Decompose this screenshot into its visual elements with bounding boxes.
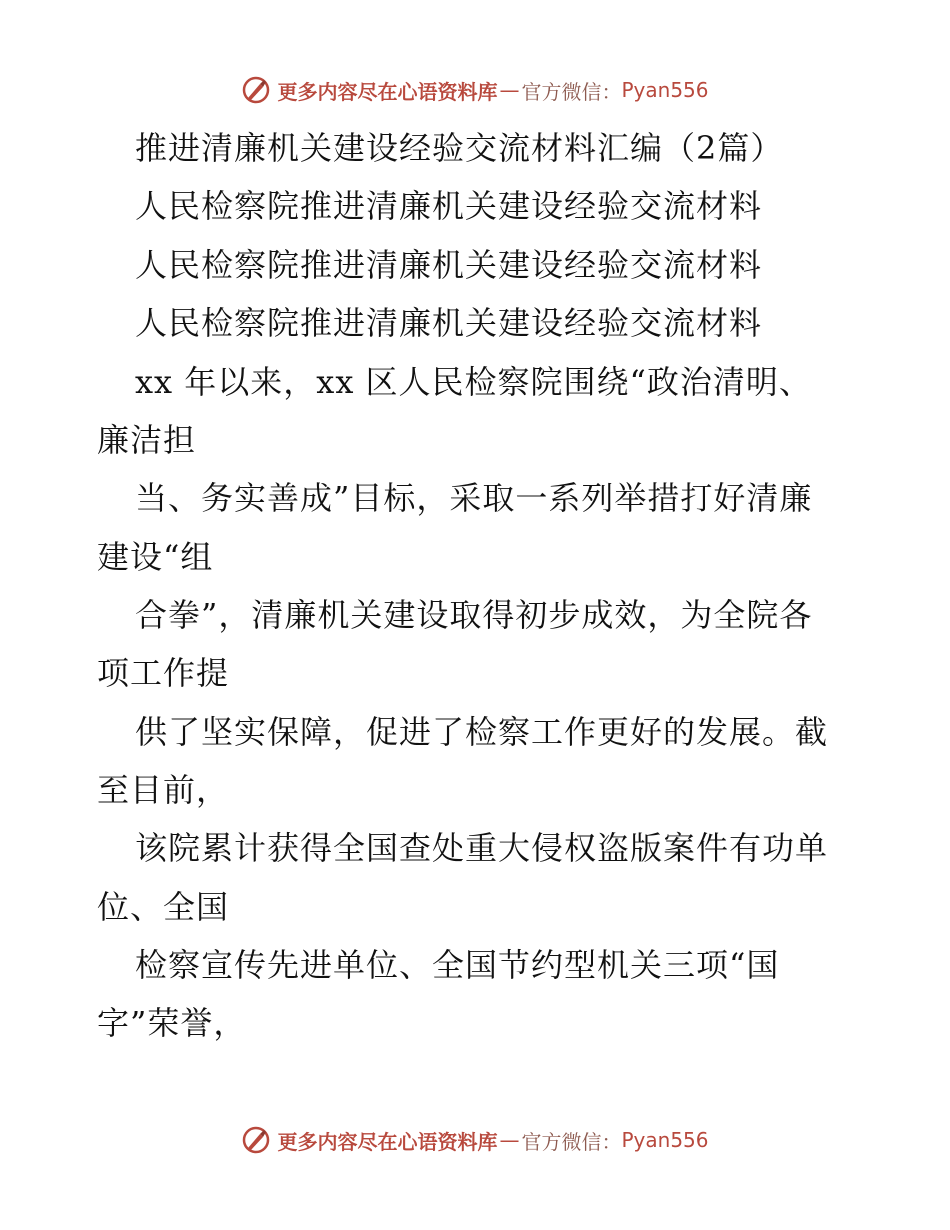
watermark-contact-id: Pyan556 [621,1128,709,1152]
body-line: 位、全国 [97,888,230,926]
body-line: 当、务实善成”目标，采取一系列举措打好清廉 [135,479,813,517]
body-line: 合拳”，清廉机关建设取得初步成效，为全院各 [135,596,813,634]
body-line: 字”荣誉， [97,1004,247,1042]
watermark-contact-id: Pyan556 [621,78,709,102]
body-line: xx 年以来，xx 区人民检察院围绕“政治清明、 [135,363,812,401]
watermark-contact-label: 官方微信： [521,79,622,104]
document-title: 推进清廉机关建设经验交流材料汇编（2篇） [135,129,784,167]
document-subtitle: 人民检察院推进清廉机关建设经验交流材料 [135,187,763,225]
pen-logo-icon [241,75,271,105]
body-line: 该院累计获得全国查处重大侵权盗版案件有功单 [135,829,829,867]
body-line: 供了坚实保障，促进了检察工作更好的发展。截 [135,713,829,751]
body-line: 廉洁担 [97,421,197,459]
body-line: 至目前， [97,771,230,809]
watermark-dash: — [499,1128,520,1152]
body-line: 检察宣传先进单位、全国节约型机关三项“国 [135,946,780,984]
pen-logo-icon [241,1125,271,1155]
body-line: 项工作提 [97,654,230,692]
document-subtitle: 人民检察院推进清廉机关建设经验交流材料 [135,304,763,342]
header-watermark [0,70,950,110]
footer-watermark [0,1120,950,1160]
document-subtitle: 人民检察院推进清廉机关建设经验交流材料 [135,246,763,284]
watermark-brand-text: 更多内容尽在心语资料库 [277,1129,498,1154]
watermark-contact-label: 官方微信： [521,1129,622,1154]
watermark-dash: — [499,78,520,102]
body-line: 建设“组 [97,538,214,576]
watermark-brand-text: 更多内容尽在心语资料库 [277,79,498,104]
